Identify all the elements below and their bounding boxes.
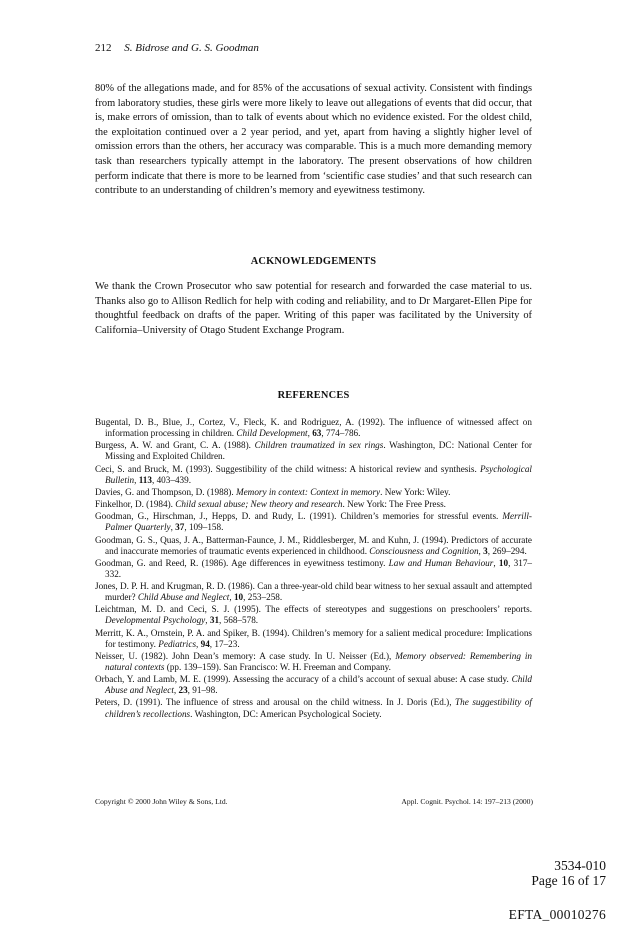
reference-volume: 63	[312, 428, 322, 439]
reference-item: Ceci, S. and Bruck, M. (1993). Suggestibility of the child witness: A historical review and synthesis. Psychological Bulletin, 113, 403–439.	[95, 463, 532, 485]
reference-pages: . New York: Wiley.	[380, 486, 451, 497]
reference-item: Orbach, Y. and Lamb, M. E. (1999). Assessing the accuracy of a child’s account of sexual abuse: A case study. Child Abuse and Neglect, 23, 91–98.	[95, 674, 532, 696]
reference-volume: 113	[138, 474, 152, 485]
reference-title: Consciousness and Cognition	[369, 545, 479, 556]
reference-title: Memory in context: Context in memory	[235, 486, 381, 497]
reference-item: Goodman, G. S., Quas, J. A., Batterman-Faunce, J. M., Riddlesberger, M. and Kuhn, J. (1994). Predictors of accurate and inaccurate memories of traumatic events experienced in childhood. Consciousness and Cognition, 3, 269–294.	[95, 534, 532, 556]
reference-item: Bugental, D. B., Blue, J., Cortez, V., Fleck, K. and Rodriguez, A. (1992). The influence of witnessed affect on information processing in children. Child Development, 63, 774–786.	[95, 417, 532, 439]
acknowledgements-heading: ACKNOWLEDGEMENTS	[250, 256, 377, 267]
reference-title: Psychological Bulletin	[105, 463, 532, 485]
reference-pages: , 774–786.	[321, 428, 361, 439]
reference-text: Peters, D. (1991). The influence of stress and arousal on the child witness. In J. Doris (Ed.),	[95, 697, 456, 708]
reference-text: Neisser, U. (1982). John Dean’s memory: A case study. In U. Neisser (Ed.),	[95, 650, 396, 661]
reference-item	[95, 499, 532, 510]
bates-number: EFTA_00010276	[508, 907, 606, 922]
reference-text: Merritt, K. A., Ornstein, P. A. and Spiker, B. (1994). Children’s memory for a salient medical procedure: Implications for testimony.	[95, 627, 532, 649]
reference-pages: . New York: The Free Press.	[342, 499, 446, 510]
references-heading: REFERENCES	[277, 390, 350, 401]
reference-title: Child Abuse and Neglect	[137, 592, 230, 603]
copyright-footer: Copyright © 2000 John Wiley & Sons, Ltd.	[95, 797, 228, 806]
reference-text: Goodman, G. and Reed, R. (1986). Age differences in eyewitness testimony.	[95, 557, 389, 568]
reference-volume: 31	[209, 615, 220, 626]
reference-text: Goodman, G., Hirschman, J., Hepps, D. and Rudy, L. (1991). Children’s memories for stressful events.	[95, 511, 503, 522]
reference-item	[95, 440, 532, 462]
reference-pages: , 403–439.	[151, 474, 192, 485]
reference-volume: 10	[233, 592, 244, 603]
running-authors: S. Bidrose and G. S. Goodman	[124, 42, 259, 54]
reference-title: Children traumatized in sex rings	[254, 440, 384, 451]
reference-pages: . Washington, DC: National Center for Missing and Exploited Children.	[105, 440, 532, 462]
reference-title: Child Development	[236, 428, 308, 439]
reference-title: Merrill-Palmer Quarterly	[105, 511, 532, 533]
reference-volume: 3	[483, 545, 488, 556]
reference-item: Goodman, G. and Reed, R. (1986). Age differences in eyewitness testimony. Law and Human Behaviour, 10, 317–332.	[95, 557, 533, 579]
reference-title: Child sexual abuse; New theory and research	[175, 499, 343, 510]
journal-citation-footer: Appl. Cognit. Psychol. 14: 197–213 (2000)	[401, 797, 533, 806]
reference-text: Leichtman, M. D. and Ceci, S. J. (1995). The effects of stereotypes and suggestions on preschoolers’ reports.	[95, 604, 532, 615]
page-count-stamp: Page 16 of 17	[531, 873, 606, 888]
reference-pages: , 91–98.	[187, 685, 218, 696]
reference-title: Child Abuse and Neglect	[105, 674, 532, 696]
reference-volume: 23	[178, 685, 188, 696]
reference-text: Bugental, D. B., Blue, J., Cortez, V., Fleck, K. and Rodriguez, A. (1992). The influence of witnessed affect on information processing in children.	[95, 417, 532, 439]
reference-title: Law and Human Behaviour	[388, 557, 494, 568]
reference-pages: , 317–332.	[105, 557, 533, 579]
reference-text: Goodman, G. S., Quas, J. A., Batterman-Faunce, J. M., Riddlesberger, M. and Kuhn, J. (1994). Predictors of accurate and inaccurate memories of traumatic events experienced in childhood.	[95, 534, 532, 556]
body-paragraph: 80% of the allegations made, and for 85% of the accusations of sexual activity. Consistent with findings from laboratory studies, these girls were more likely to leave out allegations of events that did occur, that is, make errors of omission, than to talk of events about which no evidence existed. For the oldest child, the exploitation continued over a 2 year period, and yet, apart from having a slightly higher level of omission errors than the others, her accuracy was comparable. This is a much more demanding memory task than researchers typically attempt in the laboratory. The present observations of how children perform indicate that there is more to be learned from ‘scientific case studies’ and that such research can contribute to an understanding of children’s memory and eyewitness testimony.	[95, 83, 532, 197]
reference-text: Burgess, A. W. and Grant, C. A. (1988).	[95, 440, 255, 451]
reference-pages: . Washington, DC: American Psychological Society.	[190, 708, 382, 719]
reference-volume: 37	[175, 522, 185, 533]
reference-item: Merritt, K. A., Ornstein, P. A. and Spiker, B. (1994). Children’s memory for a salient medical procedure: Implications for testimony. Pediatrics, 94, 17–23.	[95, 627, 532, 649]
reference-pages: , 269–294.	[487, 545, 527, 556]
reference-text: Davies, G. and Thompson, D. (1988).	[95, 486, 236, 497]
reference-pages: (pp. 139–159). San Francisco: W. H. Freeman and Company.	[164, 662, 391, 672]
running-header	[95, 42, 259, 54]
reference-item: Leichtman, M. D. and Ceci, S. J. (1995). The effects of stereotypes and suggestions on preschoolers’ reports. Developmental Psychology, 31, 568–578.	[95, 604, 532, 626]
reference-title: Pediatrics	[158, 638, 197, 649]
reference-title: Memory observed: Remembering in natural contexts	[105, 650, 532, 672]
reference-title: The suggestibility of children’s recollections	[105, 697, 532, 719]
reference-text: Ceci, S. and Bruck, M. (1993). Suggestibility of the child witness: A historical review and synthesis.	[95, 463, 480, 474]
reference-pages: , 253–258.	[243, 592, 283, 603]
reference-text: Orbach, Y. and Lamb, M. E. (1999). Assessing the accuracy of a child’s account of sexual abuse: A case study.	[95, 674, 512, 685]
reference-title: Developmental Psychology	[105, 615, 206, 626]
reference-volume: 10	[498, 557, 509, 568]
reference-pages: , 17–23.	[209, 638, 240, 649]
reference-text: Jones, D. P. H. and Krugman, R. D. (1986). Can a three-year-old child bear witness to her sexual assault and attempted murder?	[95, 581, 532, 603]
page-number: 212	[95, 42, 112, 54]
reference-item	[95, 697, 532, 719]
reference-item	[95, 651, 532, 673]
reference-item: Goodman, G., Hirschman, J., Hepps, D. and Rudy, L. (1991). Children’s memories for stressful events. Merrill-Palmer Quarterly, 37, 109–158.	[95, 511, 532, 533]
reference-text: Finkelhor, D. (1984).	[95, 499, 176, 510]
acknowledgements-text: We thank the Crown Prosecutor who saw potential for research and forwarded the case material to us. Thanks also go to Allison Redlich for help with coding and reliability, and to Dr Margaret-Ellen Pipe for thoughtful feedback on drafts of the paper. Writing of this paper was facilitated by the University of California–University of Otago Student Exchange Program.	[95, 281, 532, 336]
reference-volume: 94	[200, 638, 210, 649]
reference-item	[95, 487, 532, 498]
reference-item: Jones, D. P. H. and Krugman, R. D. (1986). Can a three-year-old child bear witness to her sexual assault and attempted murder? Child Abuse and Neglect, 10, 253–258.	[95, 581, 532, 603]
document-code-stamp: 3534-010	[554, 858, 606, 873]
reference-pages: , 109–158.	[184, 522, 224, 533]
reference-list	[95, 417, 532, 721]
reference-pages: , 568–578.	[219, 615, 259, 626]
